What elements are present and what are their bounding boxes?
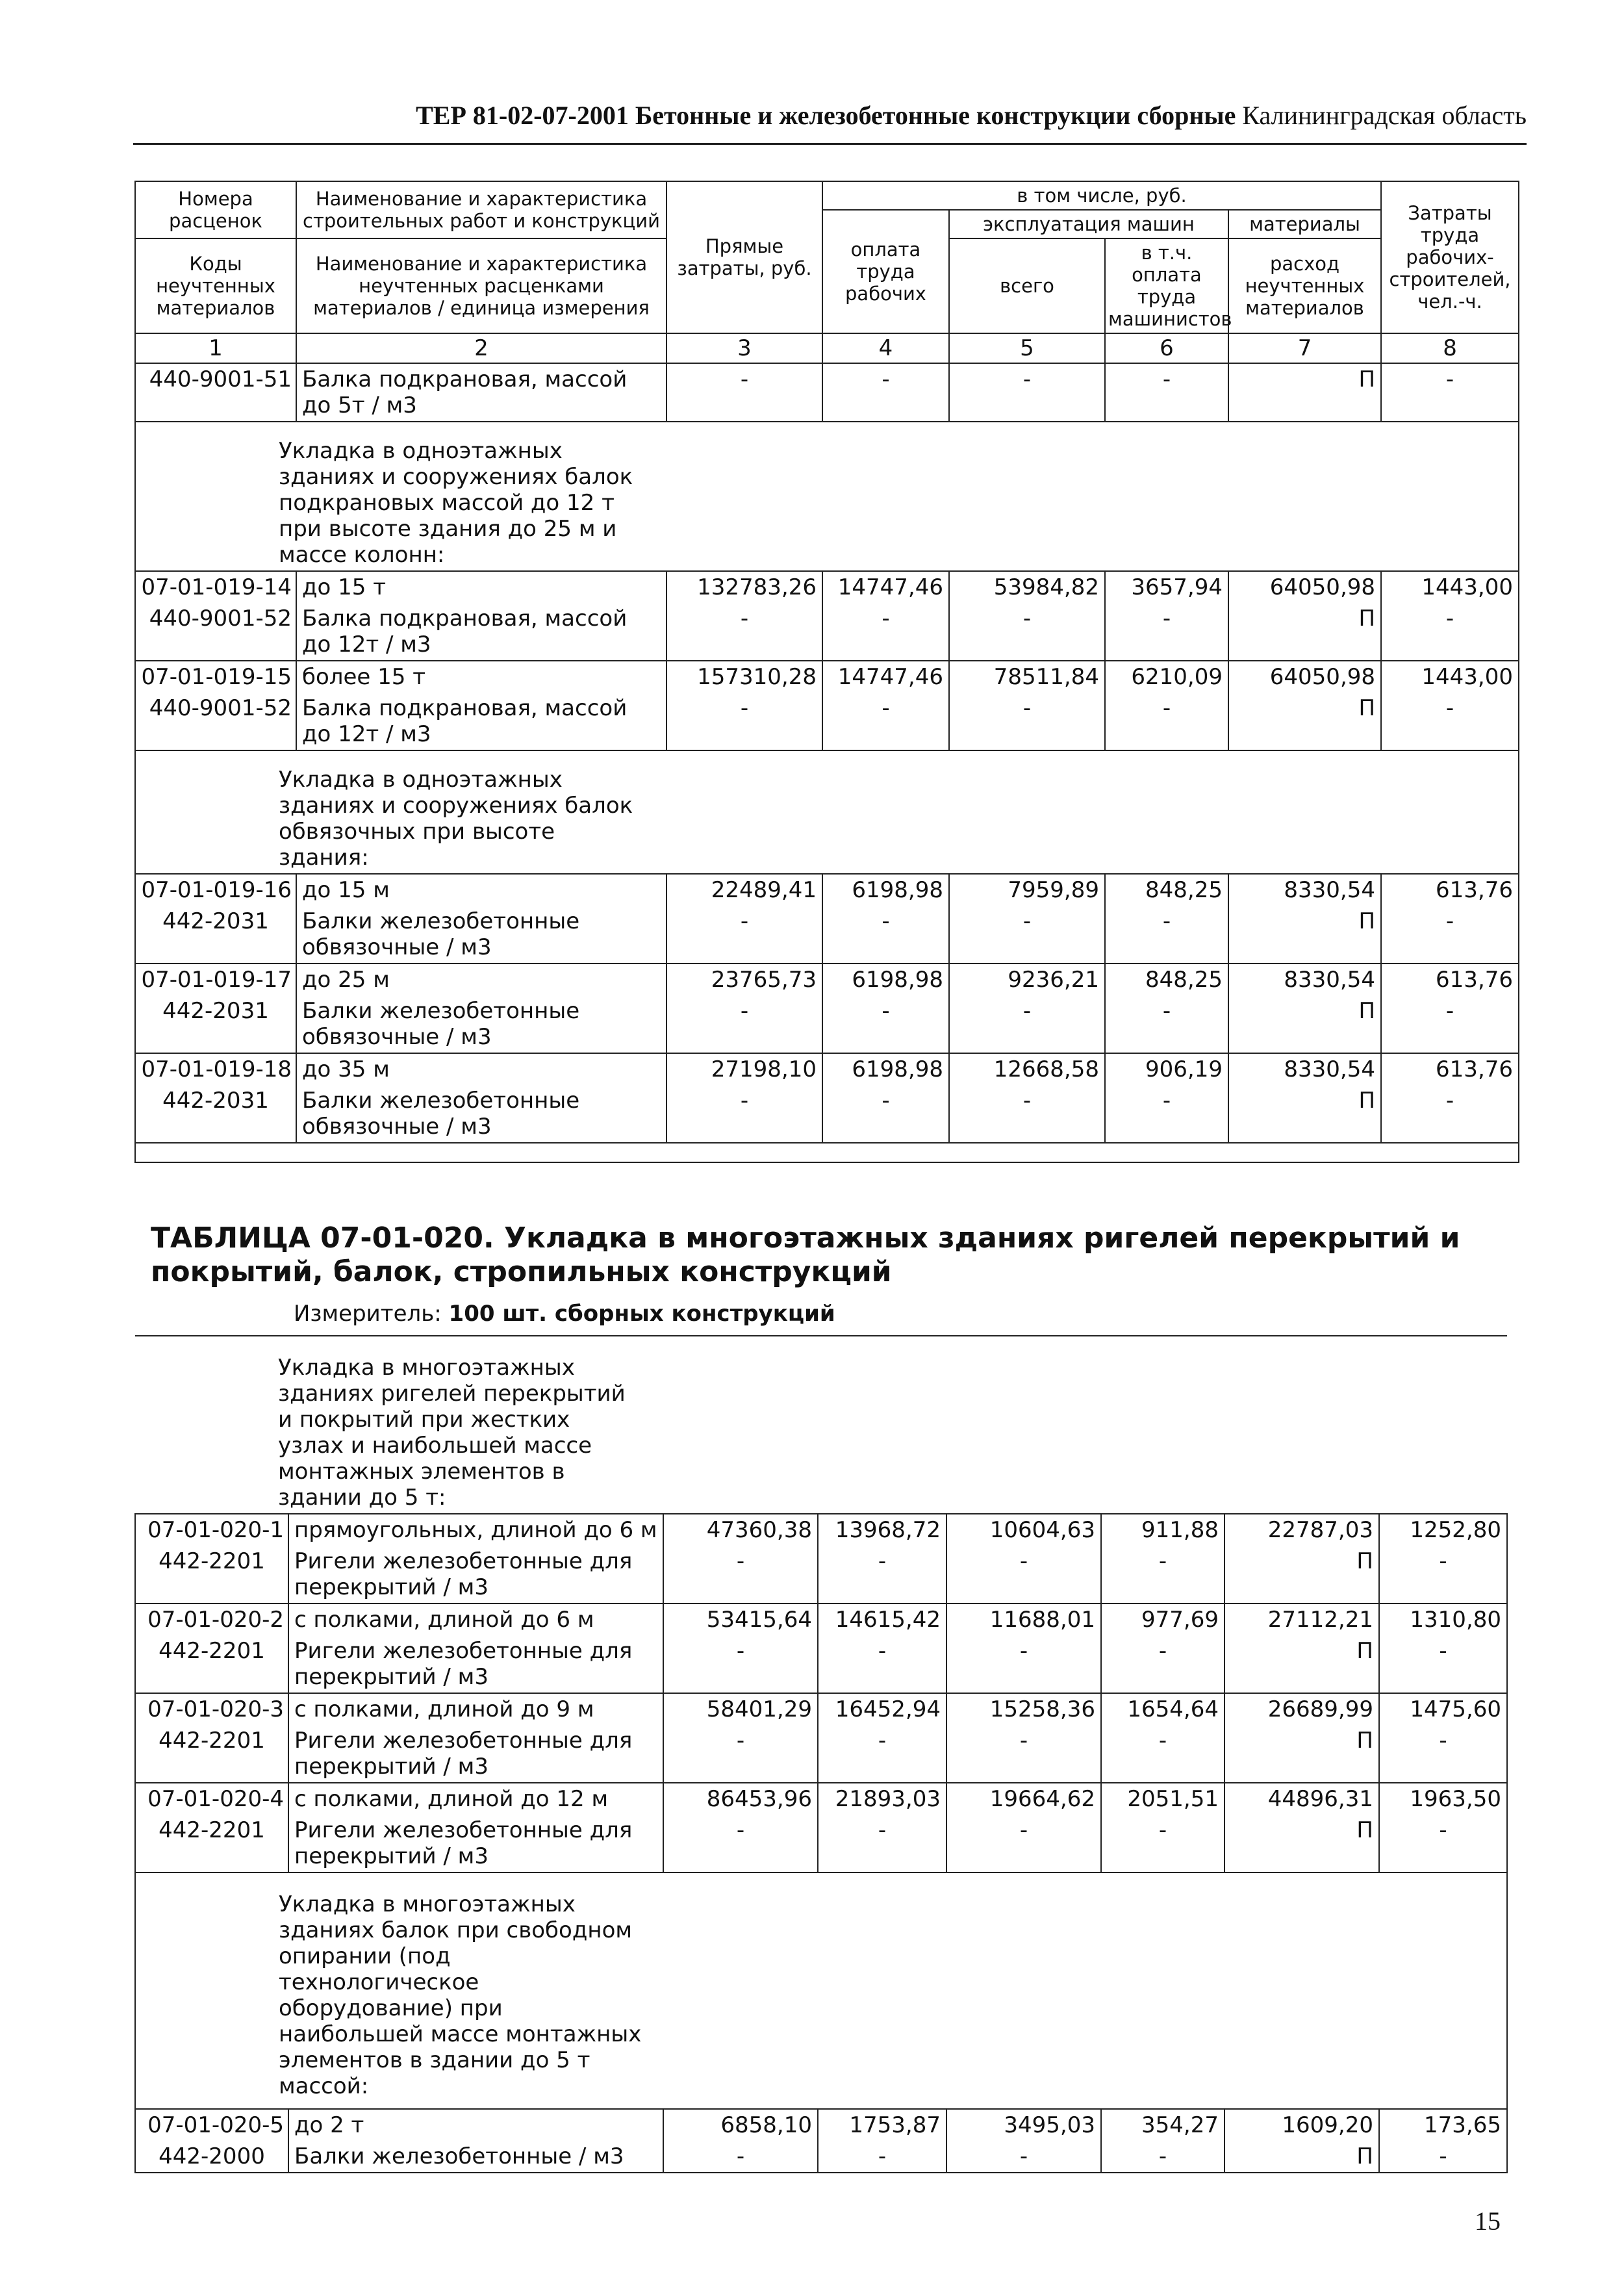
machinists-pay: - — [1105, 995, 1228, 1053]
labor-pay: - — [818, 1815, 946, 1872]
material-row — [135, 1546, 1507, 1603]
labor-hours: 1475,60 — [1379, 1693, 1507, 1725]
machinists-pay: 848,25 — [1105, 964, 1228, 995]
material-code: 442-2201 — [135, 1725, 288, 1783]
machines-total: - — [946, 1815, 1101, 1872]
rate-code: 07-01-019-18 — [135, 1053, 296, 1085]
labor-pay: - — [822, 1085, 949, 1143]
material-row — [135, 1635, 1507, 1693]
col-num: 6 — [1105, 333, 1228, 363]
rate-name: с полками, длиной до 6 м — [288, 1603, 663, 1635]
header-row-1 — [135, 181, 1519, 210]
materials-value: 26689,99 — [1224, 1693, 1379, 1725]
material-name: Ригели железобетонные для перекрытий / м3 — [288, 1815, 663, 1872]
labor-hours: - — [1381, 995, 1519, 1053]
rate-code: 07-01-019-17 — [135, 964, 296, 995]
materials-value: П — [1224, 1635, 1379, 1693]
direct-cost: 22489,41 — [666, 874, 822, 906]
col4-header: оплата труда рабочих — [822, 210, 949, 333]
labor-pay: 21893,03 — [818, 1783, 946, 1815]
col6-header: в т.ч. оплата труда машинистов — [1105, 238, 1228, 333]
materials-value: 1609,20 — [1224, 2109, 1379, 2141]
material-row — [135, 693, 1519, 750]
table-020-title-block — [151, 1221, 1515, 1327]
header-code: ТЕР 81-02-07-2001 — [416, 101, 629, 130]
rate-code: 07-01-020-1 — [135, 1514, 288, 1546]
section-text: Укладка в одноэтажных зданиях и сооружениях балок обвязочных при высоте здания: — [279, 767, 633, 871]
material-row — [135, 603, 1519, 661]
material-code: 442-2201 — [135, 1815, 288, 1872]
col-num: 8 — [1381, 333, 1519, 363]
table-020-title: ТАБЛИЦА 07-01-020. Укладка в многоэтажных зданиях ригелей перекрытий и покрытий, балок, стропильных конструкций — [151, 1221, 1460, 1288]
direct-cost: - — [663, 1546, 818, 1603]
machines-total: 10604,63 — [946, 1514, 1101, 1546]
rates-table-019 — [134, 181, 1519, 1163]
material-name: Ригели железобетонные для перекрытий / м3 — [288, 1635, 663, 1693]
machinists-pay: 6210,09 — [1105, 661, 1228, 693]
materials-value: 44896,31 — [1224, 1783, 1379, 1815]
col8-header: Затраты труда рабочих-строителей, чел.-ч. — [1381, 181, 1519, 333]
materials-value: 27112,21 — [1224, 1603, 1379, 1635]
direct-cost: - — [666, 906, 822, 964]
material-name: Балка подкрановая, массой до 12т / м3 — [296, 603, 666, 661]
machines-total: - — [946, 1546, 1101, 1603]
machinists-pay: 977,69 — [1101, 1603, 1224, 1635]
rate-name: с полками, длиной до 9 м — [288, 1693, 663, 1725]
direct-cost: - — [666, 693, 822, 750]
materials-value: П — [1224, 1815, 1379, 1872]
col-num: 1 — [135, 333, 296, 363]
labor-hours: - — [1381, 1085, 1519, 1143]
material-code: 442-2201 — [135, 1635, 288, 1693]
labor-pay: 6198,98 — [822, 964, 949, 995]
material-code: 442-2031 — [135, 906, 296, 964]
col7-header: расход неучтенных материалов — [1228, 238, 1381, 333]
materials-value: 8330,54 — [1228, 964, 1381, 995]
labor-pay: - — [822, 363, 949, 422]
rate-name: до 35 м — [296, 1053, 666, 1085]
measure-value: 100 шт. сборных конструкций — [448, 1301, 835, 1327]
machines-total: 19664,62 — [946, 1783, 1101, 1815]
measure-label: Измеритель: — [294, 1301, 442, 1327]
materials-value: П — [1228, 1085, 1381, 1143]
material-name: Балки железобетонные обвязочные / м3 — [296, 906, 666, 964]
machines-total: - — [949, 693, 1105, 750]
labor-pay: - — [818, 2141, 946, 2173]
material-name: Балка подкрановая, массой до 5т / м3 — [296, 363, 666, 422]
col3-header: Прямые затраты, руб. — [666, 181, 822, 333]
machines-total: 78511,84 — [949, 661, 1105, 693]
rate-code: 07-01-019-15 — [135, 661, 296, 693]
labor-hours: - — [1381, 693, 1519, 750]
section-text: Укладка в одноэтажных зданиях и сооружениях балок подкрановых массой до 12 т при высоте здания до 25 м и массе колонн: — [279, 438, 633, 568]
machines-total: - — [949, 1085, 1105, 1143]
materials-value: П — [1224, 1725, 1379, 1783]
material-name: Ригели железобетонные для перекрытий / м3 — [288, 1546, 663, 1603]
machines-total: - — [949, 906, 1105, 964]
section-row — [135, 422, 1519, 571]
machines-total: 11688,01 — [946, 1603, 1101, 1635]
materials-value: 8330,54 — [1228, 874, 1381, 906]
machines-total: - — [949, 603, 1105, 661]
machines-total: - — [949, 363, 1105, 422]
rate-code: 07-01-020-5 — [135, 2109, 288, 2141]
rate-row — [135, 2109, 1507, 2141]
material-code: 442-2000 — [135, 2141, 288, 2173]
material-row — [135, 1815, 1507, 1872]
direct-cost: 157310,28 — [666, 661, 822, 693]
materials-value: П — [1228, 363, 1381, 422]
direct-cost: 47360,38 — [663, 1514, 818, 1546]
page-number: 15 — [1475, 2206, 1501, 2236]
machines-total: 7959,89 — [949, 874, 1105, 906]
labor-hours: - — [1381, 906, 1519, 964]
col-num: 3 — [666, 333, 822, 363]
machines-total: 53984,82 — [949, 571, 1105, 603]
col-num: 7 — [1228, 333, 1381, 363]
direct-cost: 6858,10 — [663, 2109, 818, 2141]
machines-total: 15258,36 — [946, 1693, 1101, 1725]
materials-value: П — [1228, 693, 1381, 750]
labor-hours: - — [1379, 2141, 1507, 2173]
material-row — [135, 1085, 1519, 1143]
materials-value: 8330,54 — [1228, 1053, 1381, 1085]
material-row — [135, 2141, 1507, 2173]
direct-cost: 132783,26 — [666, 571, 822, 603]
machines-total: - — [946, 2141, 1101, 2173]
labor-hours: 1443,00 — [1381, 571, 1519, 603]
labor-pay: 6198,98 — [822, 1053, 949, 1085]
material-code: 442-2031 — [135, 1085, 296, 1143]
labor-hours: - — [1379, 1635, 1507, 1693]
rate-code: 07-01-020-2 — [135, 1603, 288, 1635]
machinists-pay: 911,88 — [1101, 1514, 1224, 1546]
col-num: 4 — [822, 333, 949, 363]
machinists-pay: 906,19 — [1105, 1053, 1228, 1085]
materials-value: П — [1224, 2141, 1379, 2173]
machinists-pay: - — [1101, 2141, 1224, 2173]
col2-header-top: Наименование и характеристика строительных работ и конструкций — [296, 181, 666, 238]
labor-hours: 613,76 — [1381, 964, 1519, 995]
rate-row — [135, 1783, 1507, 1815]
material-row — [135, 363, 1519, 422]
direct-cost: - — [663, 1815, 818, 1872]
machines-total: - — [946, 1725, 1101, 1783]
materials-value: П — [1228, 995, 1381, 1053]
material-row — [135, 1725, 1507, 1783]
direct-cost: 53415,64 — [663, 1603, 818, 1635]
materials-value: 22787,03 — [1224, 1514, 1379, 1546]
rate-row — [135, 964, 1519, 995]
labor-pay: 14747,46 — [822, 571, 949, 603]
machinists-pay: - — [1105, 693, 1228, 750]
material-row — [135, 995, 1519, 1053]
labor-hours: - — [1379, 1725, 1507, 1783]
labor-pay: 13968,72 — [818, 1514, 946, 1546]
labor-pay: - — [818, 1546, 946, 1603]
direct-cost: - — [663, 1635, 818, 1693]
rate-row — [135, 1053, 1519, 1085]
rate-name: прямоугольных, длиной до 6 м — [288, 1514, 663, 1546]
labor-pay: - — [822, 906, 949, 964]
machinists-pay: - — [1101, 1815, 1224, 1872]
labor-pay: - — [822, 693, 949, 750]
labor-pay: 16452,94 — [818, 1693, 946, 1725]
machinists-pay: - — [1101, 1725, 1224, 1783]
material-code: 442-2201 — [135, 1546, 288, 1603]
machinists-pay: 2051,51 — [1101, 1783, 1224, 1815]
section-row — [135, 1336, 1507, 1514]
machines-total: 3495,03 — [946, 2109, 1101, 2141]
section-text: Укладка в многоэтажных зданиях балок при свободном опирании (под технологическое оборудование) при наибольшей массе монтажных элементов в здании до 5 т массой: — [279, 1891, 642, 2099]
machinists-pay: 3657,94 — [1105, 571, 1228, 603]
material-row — [135, 906, 1519, 964]
material-name: Балка подкрановая, массой до 12т / м3 — [296, 693, 666, 750]
rates-table-020 — [134, 1335, 1508, 2173]
col5-header: всего — [949, 238, 1105, 333]
rate-row — [135, 874, 1519, 906]
col2-header-bottom: Наименование и характеристика неучтенных расценками материалов / единица измерения — [296, 238, 666, 333]
rate-row — [135, 1603, 1507, 1635]
direct-cost: - — [666, 603, 822, 661]
material-code: 442-2031 — [135, 995, 296, 1053]
machines-header: эксплуатация машин — [949, 210, 1228, 238]
labor-hours: 1443,00 — [1381, 661, 1519, 693]
direct-cost: - — [666, 363, 822, 422]
rate-code: 07-01-019-14 — [135, 571, 296, 603]
rate-code: 07-01-020-4 — [135, 1783, 288, 1815]
machinists-pay: 848,25 — [1105, 874, 1228, 906]
material-code: 440-9001-51 — [135, 363, 296, 422]
labor-hours: 1310,80 — [1379, 1603, 1507, 1635]
col-num: 5 — [949, 333, 1105, 363]
header-region: Калининградская область — [1242, 101, 1527, 130]
col1-header-top: Номера расценок — [135, 181, 296, 238]
direct-cost: - — [666, 1085, 822, 1143]
rate-row — [135, 571, 1519, 603]
machinists-pay: - — [1105, 363, 1228, 422]
machinists-pay: 1654,64 — [1101, 1693, 1224, 1725]
material-code: 440-9001-52 — [135, 603, 296, 661]
direct-cost: - — [663, 2141, 818, 2173]
direct-cost: 23765,73 — [666, 964, 822, 995]
labor-hours: - — [1381, 603, 1519, 661]
column-numbers-row — [135, 333, 1519, 363]
rate-row — [135, 661, 1519, 693]
machinists-pay: - — [1101, 1546, 1224, 1603]
measure-line — [294, 1301, 1515, 1327]
col-num: 2 — [296, 333, 666, 363]
header-title: Бетонные и железобетонные конструкции сборные — [635, 101, 1236, 130]
labor-pay: 6198,98 — [822, 874, 949, 906]
labor-pay: - — [822, 603, 949, 661]
machines-total: - — [946, 1635, 1101, 1693]
labor-hours: 1252,80 — [1379, 1514, 1507, 1546]
material-name: Ригели железобетонные для перекрытий / м3 — [288, 1725, 663, 1783]
machinists-pay: - — [1105, 603, 1228, 661]
rate-name: до 15 т — [296, 571, 666, 603]
material-name: Балки железобетонные обвязочные / м3 — [296, 995, 666, 1053]
rate-name: до 15 м — [296, 874, 666, 906]
labor-pay: - — [818, 1725, 946, 1783]
machinists-pay: - — [1101, 1635, 1224, 1693]
machinists-pay: - — [1105, 1085, 1228, 1143]
materials-value: П — [1224, 1546, 1379, 1603]
machines-total: 12668,58 — [949, 1053, 1105, 1085]
materials-value: 64050,98 — [1228, 661, 1381, 693]
labor-pay: 14747,46 — [822, 661, 949, 693]
rate-code: 07-01-019-16 — [135, 874, 296, 906]
machinists-pay: 354,27 — [1101, 2109, 1224, 2141]
spacer-row — [135, 1143, 1519, 1162]
direct-cost: 58401,29 — [663, 1693, 818, 1725]
section-row — [135, 750, 1519, 874]
rate-row — [135, 1514, 1507, 1546]
labor-hours: - — [1381, 363, 1519, 422]
rate-name: более 15 т — [296, 661, 666, 693]
direct-cost: 27198,10 — [666, 1053, 822, 1085]
rate-code: 07-01-020-3 — [135, 1693, 288, 1725]
labor-hours: 613,76 — [1381, 874, 1519, 906]
labor-pay: 1753,87 — [818, 2109, 946, 2141]
col1-header-bottom: Коды неучтенных материалов — [135, 238, 296, 333]
direct-cost: - — [663, 1725, 818, 1783]
materials-value: П — [1228, 906, 1381, 964]
direct-cost: 86453,96 — [663, 1783, 818, 1815]
rate-row — [135, 1693, 1507, 1725]
materials-value: П — [1228, 603, 1381, 661]
labor-hours: 173,65 — [1379, 2109, 1507, 2141]
incl-header: в том числе, руб. — [822, 181, 1381, 210]
rate-name: до 2 т — [288, 2109, 663, 2141]
machines-total: - — [949, 995, 1105, 1053]
materials-header: материалы — [1228, 210, 1381, 238]
rate-name: до 25 м — [296, 964, 666, 995]
material-name: Балки железобетонные / м3 — [288, 2141, 663, 2173]
labor-hours: 1963,50 — [1379, 1783, 1507, 1815]
labor-hours: - — [1379, 1815, 1507, 1872]
machines-total: 9236,21 — [949, 964, 1105, 995]
section-text: Укладка в многоэтажных зданиях ригелей перекрытий и покрытий при жестких узлах и наибольшей массе монтажных элементов в здании до 5 т: — [278, 1355, 626, 1511]
labor-pay: - — [818, 1635, 946, 1693]
rate-name: с полками, длиной до 12 м — [288, 1783, 663, 1815]
material-code: 440-9001-52 — [135, 693, 296, 750]
labor-pay: - — [822, 995, 949, 1053]
section-row — [135, 1872, 1507, 2109]
materials-value: 64050,98 — [1228, 571, 1381, 603]
labor-hours: 613,76 — [1381, 1053, 1519, 1085]
labor-hours: - — [1379, 1546, 1507, 1603]
direct-cost: - — [666, 995, 822, 1053]
material-name: Балки железобетонные обвязочные / м3 — [296, 1085, 666, 1143]
machinists-pay: - — [1105, 906, 1228, 964]
running-header — [133, 97, 1527, 145]
labor-pay: 14615,42 — [818, 1603, 946, 1635]
